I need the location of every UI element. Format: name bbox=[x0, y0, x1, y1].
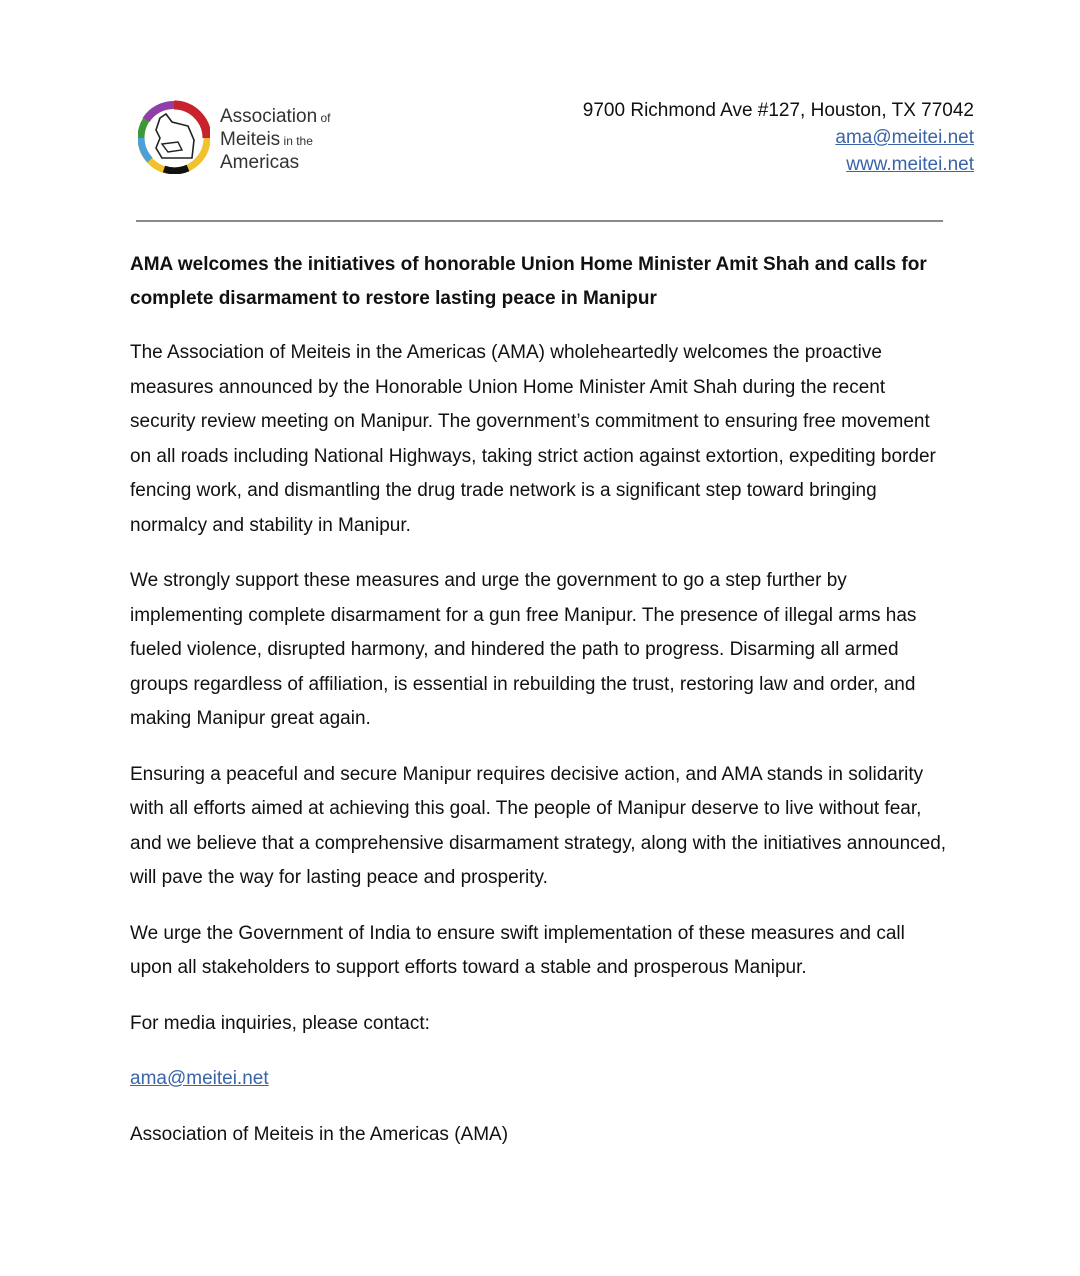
header-divider bbox=[136, 220, 943, 222]
paragraph-2: We strongly support these measures and urge the government to go a step further by implementing complete disarmament for a gun free Manipur. The presence of illegal arms has fueled violence, disrupted harmony, and hindered the path to progress. Disarming all armed groups regardless of affiliation, is essential in rebuilding the trust, restoring law and order, and making Manipur great again. bbox=[130, 570, 917, 729]
signature: Association of Meiteis in the Americas (AMA) bbox=[130, 1123, 509, 1145]
press-release-body bbox=[130, 248, 950, 1173]
logo-wordmark: Association of Meiteis in the Americas bbox=[220, 106, 331, 173]
organization-logo bbox=[138, 98, 348, 180]
postal-address: 9700 Richmond Ave #127, Houston, TX 77042 bbox=[582, 100, 974, 121]
media-contact-email-link[interactable]: ama@meitei.net bbox=[130, 1068, 269, 1089]
paragraph-3: Ensuring a peaceful and secure Manipur requires decisive action, and AMA stands in solidarity with all efforts aimed at achieving this goal. The people of Manipur deserve to live without fear, and we believe that a comprehensive disarmament strategy, along with the initiatives announced, will pave the way for lasting peace and prosperity. bbox=[130, 763, 947, 888]
logo-text-line1: Association bbox=[220, 106, 318, 127]
media-contact-label: For media inquiries, please contact: bbox=[130, 1012, 430, 1034]
paragraph-4: We urge the Government of India to ensure swift implementation of these measures and call upon all stakeholders to support efforts toward a stable and prosperous Manipur. bbox=[130, 922, 905, 978]
logo-text-line2: Meiteis bbox=[220, 129, 281, 150]
header-website-link[interactable]: www.meitei.net bbox=[846, 154, 974, 175]
ama-logo-icon bbox=[138, 100, 210, 174]
logo-text-line3: Americas bbox=[220, 152, 300, 173]
header-email-link[interactable]: ama@meitei.net bbox=[835, 127, 974, 148]
paragraph-1: The Association of Meiteis in the Americas (AMA) wholeheartedly welcomes the proactive measures announced by the Honorable Union Home Minister Amit Shah during the recent security review meeting on Manipur. The government’s commitment to ensuring free movement on all roads including National Highways, taking strict action against extortion, expediting border fencing work, and dismantling the drug trade network is a significant step toward bringing normalcy and stability in Manipur. bbox=[130, 342, 936, 536]
contact-block bbox=[583, 97, 974, 178]
press-release-headline: AMA welcomes the initiatives of honorable Union Home Minister Amit Shah and calls for complete disarmament to restore lasting peace in Manipur bbox=[130, 254, 927, 309]
